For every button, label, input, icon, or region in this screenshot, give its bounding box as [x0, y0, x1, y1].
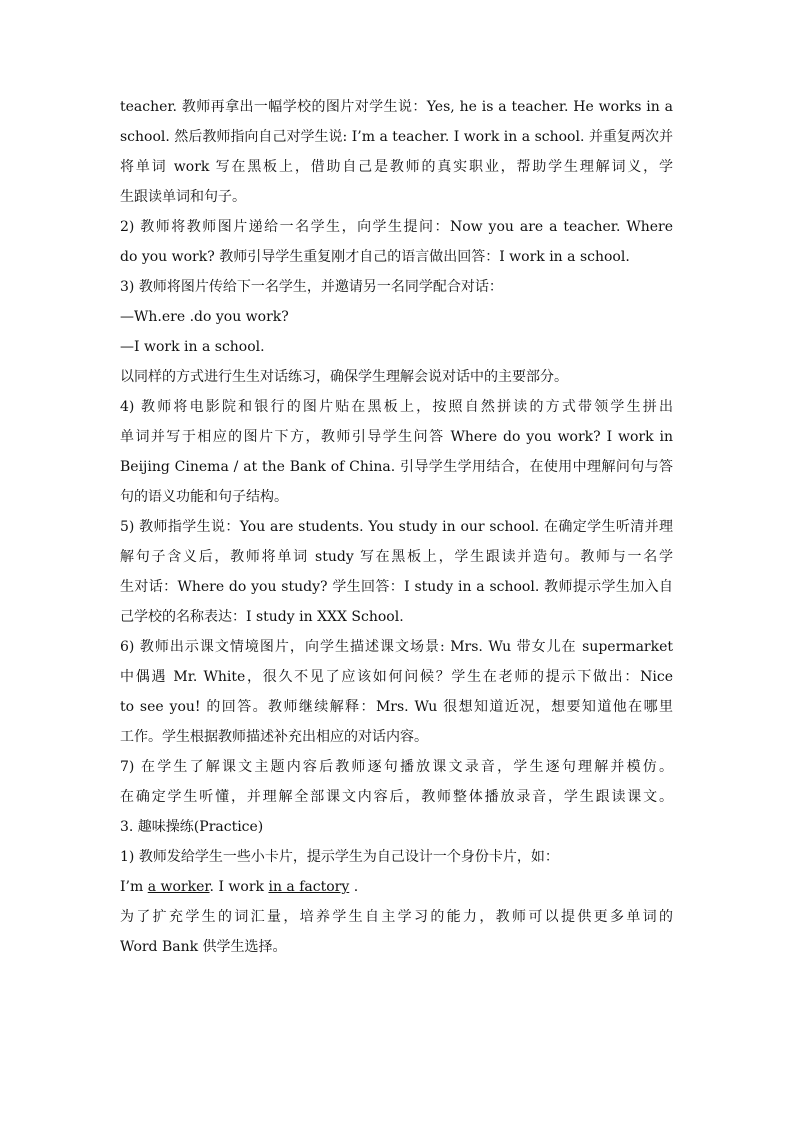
dialogue-line: —Wh.ere .do you work?: [120, 309, 289, 325]
text-line: Beijing Cinema / at the Bank of China. 引导学生学用结合，在使用中理解问句与答: [120, 459, 673, 475]
text-line: 2) 教师将教师图片递给一名学生，向学生提问：Now you are a teacher. Where: [120, 219, 673, 235]
text-line: school. 然后教师指向自己对学生说: I’m a teacher. I work in a school. 并重复两次并: [120, 129, 673, 145]
text-line: 7) 在学生了解课文主题内容后教师逐句播放课文录音，学生逐句理解并模仿。: [120, 759, 673, 775]
text-line: do you work? 教师引导学生重复刚才自己的语言做出回答：I work in a school.: [120, 249, 630, 265]
text-line: 生跟读单词和句子。: [120, 189, 246, 205]
section-heading: 3. 趣味操练(Practice): [120, 819, 264, 835]
text-line: 5) 教师指学生说：You are students. You study in our school. 在确定学生听清并理: [120, 519, 673, 535]
example-prefix: I’m: [120, 879, 148, 895]
text-line: 工作。学生根据教师描述补充出相应的对话内容。: [120, 729, 428, 745]
text-line: to see you! 的回答。教师继续解释：Mrs. Wu 很想知道近况，想要知道他在哪里: [120, 699, 673, 715]
dialogue-line: —I work in a school.: [120, 339, 265, 355]
text-line: teacher. 教师再拿出一幅学校的图片对学生说：Yes, he is a teacher. He works in a: [120, 99, 673, 115]
text-line: 单词并写于相应的图片下方，教师引导学生问答 Where do you work? I work in: [120, 429, 673, 445]
text-line: 为了扩充学生的词汇量，培养学生自主学习的能力，教师可以提供更多单词的: [120, 909, 673, 925]
example-blank-place: in a factory: [268, 879, 350, 895]
example-blank-job: a worker: [147, 879, 210, 895]
example-sentence: [120, 877, 358, 897]
text-line: 4) 教师将电影院和银行的图片贴在黑板上，按照自然拼读的方式带领学生拼出: [120, 399, 673, 415]
text-line: 6) 教师出示课文情境图片，向学生描述课文场景: Mrs. Wu 带女儿在 supermarket: [120, 639, 673, 655]
text-line: Word Bank 供学生选择。: [120, 939, 287, 955]
text-line: 3) 教师将图片传给下一名学生，并邀请另一名同学配合对话：: [120, 279, 503, 295]
example-middle: . I work: [209, 879, 269, 895]
text-line: 将单词 work 写在黑板上，借助自己是教师的真实职业，帮助学生理解词义，学: [120, 159, 673, 175]
text-line: 1) 教师发给学生一些小卡片，提示学生为自己设计一个身份卡片，如：: [120, 849, 559, 865]
example-suffix: .: [349, 879, 359, 895]
text-line: 生对话：Where do you study? 学生回答：I study in a school. 教师提示学生加入自: [120, 579, 673, 595]
text-line: 在确定学生听懂，并理解全部课文内容后，教师整体播放录音，学生跟读课文。: [120, 789, 673, 805]
text-line: 己学校的名称表达：I study in XXX School.: [120, 609, 404, 625]
text-line: 以同样的方式进行生生对话练习，确保学生理解会说对话中的主要部分。: [120, 369, 568, 385]
text-line: 中偶遇 Mr. White，很久不见了应该如何问候？学生在老师的提示下做出：Nice: [120, 669, 673, 685]
text-line: 解句子含义后，教师将单词 study 写在黑板上，学生跟读并造句。教师与一名学: [120, 549, 673, 565]
text-line: 句的语义功能和句子结构。: [120, 489, 288, 505]
